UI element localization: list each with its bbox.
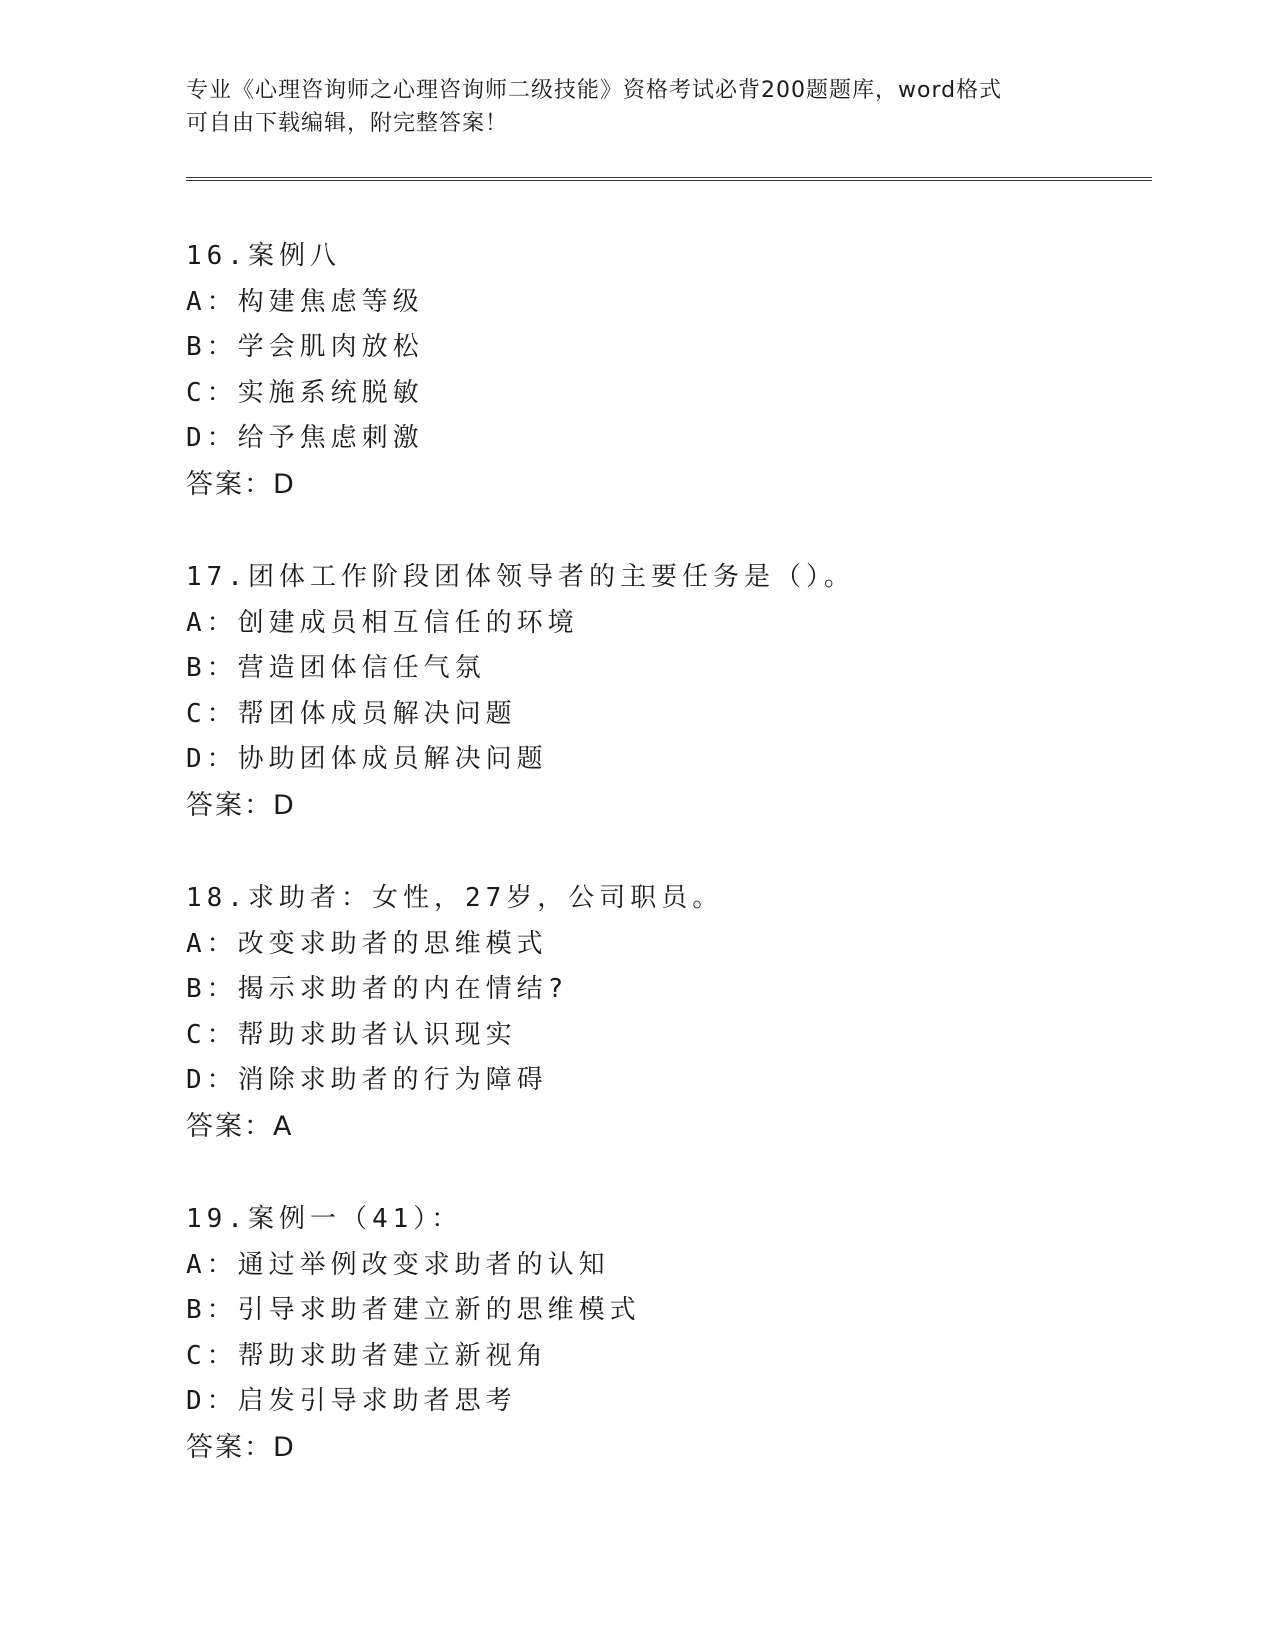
option-b: B：学会肌肉放松 (186, 332, 424, 362)
question-list (186, 234, 1152, 1518)
option-a: A：通过举例改变求助者的认知 (186, 1249, 610, 1280)
option-d: D：启发引导求助者思考 (186, 1386, 517, 1416)
answer: 答案：D (186, 468, 296, 500)
question-title: 16.案例八 (186, 241, 341, 271)
option-b: B：揭示求助者的内在情结? (186, 974, 569, 1004)
document-header (186, 74, 1066, 140)
question-16 (186, 234, 1152, 507)
header-line-1: 专业《心理咨询师之心理咨询师二级技能》资格考试必背200题题库，word格式 (186, 78, 1003, 103)
answer: 答案：A (186, 1110, 294, 1142)
option-c: C：实施系统脱敏 (186, 377, 424, 408)
header-divider (186, 177, 1152, 181)
option-d: D：协助团体成员解决问题 (186, 744, 548, 774)
option-c: C：帮团体成员解决问题 (186, 698, 517, 729)
question-18 (186, 876, 1152, 1149)
option-a: A：创建成员相互信任的环境 (186, 607, 579, 638)
option-d: D：给予焦虑刺激 (186, 423, 424, 453)
question-19 (186, 1197, 1152, 1470)
option-d: D：消除求助者的行为障碍 (186, 1065, 548, 1095)
question-title: 17.团体工作阶段团体领导者的主要任务是（）。 (186, 562, 855, 592)
question-title: 19.案例一（41）： (186, 1204, 463, 1234)
option-c: C：帮助求助者认识现实 (186, 1019, 517, 1050)
answer: 答案：D (186, 1431, 296, 1463)
option-a: A：构建焦虑等级 (186, 286, 424, 317)
header-line-2: 可自由下载编辑，附完整答案！ (186, 111, 509, 136)
option-b: B：营造团体信任气氛 (186, 653, 486, 683)
question-title: 18.求助者：女性，27岁，公司职员。 (186, 883, 724, 913)
question-17 (186, 555, 1152, 828)
answer: 答案：D (186, 789, 296, 821)
option-a: A：改变求助者的思维模式 (186, 928, 548, 959)
option-c: C：帮助求助者建立新视角 (186, 1340, 548, 1371)
option-b: B：引导求助者建立新的思维模式 (186, 1295, 641, 1325)
